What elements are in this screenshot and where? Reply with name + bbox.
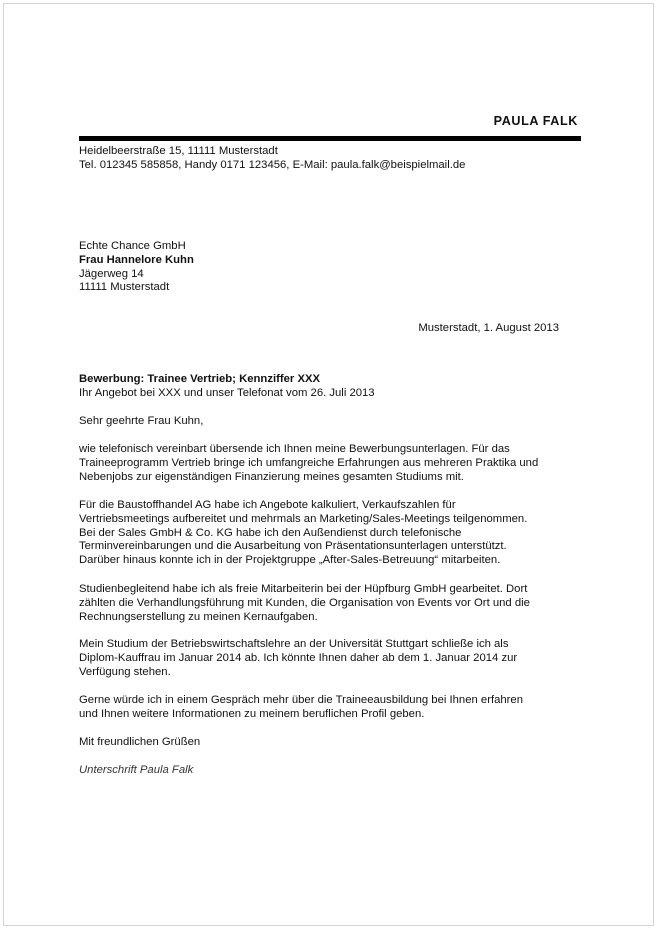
paragraph-line: Bei der Sales GmbH & Co. KG habe ich den Außendienst durch telefonische bbox=[79, 526, 462, 539]
paragraph-line: Für die Baustoffhandel AG habe ich Angebote kalkuliert, Verkaufszahlen für bbox=[79, 499, 456, 511]
sender-name: PAULA FALK bbox=[493, 114, 578, 128]
recipient-contact-person: Frau Hannelore Kuhn bbox=[79, 253, 194, 266]
paragraph-line: Studienbegleitend habe ich als freie Mitarbeiterin bei der Hüpfburg GmbH gearbeitet. Dort bbox=[79, 583, 528, 595]
paragraph-line: und Ihnen weitere Informationen zu meinem beruflichen Profil geben. bbox=[79, 707, 425, 720]
sender-phone-email: Tel. 012345 585858, Handy 0171 123456, E-Mail: paula.falk@beispielmail.de bbox=[79, 158, 466, 171]
subject-block bbox=[79, 373, 579, 401]
paragraph-line: Terminvereinbarungen und die Ausarbeitung von Präsentationsunterlagen unterstützt. bbox=[79, 540, 507, 553]
paragraph-line: zählten die Verhandlungsführung mit Kunden, die Organisation von Events vor Ort und die bbox=[79, 596, 530, 609]
paragraph-line: Rechnungserstellung zu meinen Kernaufgaben. bbox=[79, 610, 318, 623]
paragraph-line: Mein Studium der Betriebswirtschaftslehre an der Universität Stuttgart schließe ich als bbox=[79, 638, 509, 650]
date-line: Musterstadt, 1. August 2013 bbox=[418, 322, 559, 334]
signature: Unterschrift Paula Falk bbox=[79, 764, 194, 776]
recipient-address bbox=[79, 240, 579, 295]
subject-reference: Ihr Angebot bei XXX und unser Telefonat vom 26. Juli 2013 bbox=[79, 386, 375, 399]
recipient-street: Jägerweg 14 bbox=[79, 267, 144, 280]
subject-title: Bewerbung: Trainee Vertrieb; Kennziffer XXX bbox=[79, 373, 321, 385]
sender-address: Heidelbeerstraße 15, 11111 Musterstadt bbox=[79, 145, 278, 157]
paragraph-1 bbox=[79, 443, 579, 484]
paragraph-line: Traineeprogramm Vertrieb bringe ich umfangreiche Erfahrungen aus mehreren Praktika und bbox=[79, 456, 539, 469]
paragraph-5 bbox=[79, 694, 579, 722]
paragraph-line: Verfügung stehen. bbox=[79, 665, 171, 678]
recipient-company: Echte Chance GmbH bbox=[79, 240, 186, 252]
paragraph-4 bbox=[79, 638, 579, 679]
letterhead-rule bbox=[79, 136, 581, 141]
paragraph-line: Gerne würde ich in einem Gespräch mehr über die Traineeausbildung bei Ihnen erfahren bbox=[79, 694, 523, 706]
paragraph-3 bbox=[79, 583, 579, 624]
salutation: Sehr geehrte Frau Kuhn, bbox=[79, 415, 204, 427]
closing: Mit freundlichen Grüßen bbox=[79, 736, 201, 748]
paragraph-line: Diplom-Kauffrau im Januar 2014 ab. Ich könnte Ihnen daher ab dem 1. Januar 2014 zur bbox=[79, 651, 518, 664]
recipient-city: 11111 Musterstadt bbox=[79, 281, 170, 294]
paragraph-line: Vertriebsmeetings aufbereitet und mehrmals an Marketing/Sales-Meetings teilgenommen. bbox=[79, 512, 528, 525]
paragraph-2 bbox=[79, 499, 579, 568]
paragraph-line: Nebenjobs zur eigenständigen Finanzierung meines gesamten Studiums mit. bbox=[79, 470, 464, 483]
paragraph-line: wie telefonisch vereinbart übersende ich Ihnen meine Bewerbungsunterlagen. Für das bbox=[79, 443, 510, 455]
sender-contact bbox=[79, 145, 579, 173]
paragraph-line: Darüber hinaus konnte ich in der Projektgruppe „After-Sales-Betreuung“ mitarbeiten. bbox=[79, 554, 501, 567]
